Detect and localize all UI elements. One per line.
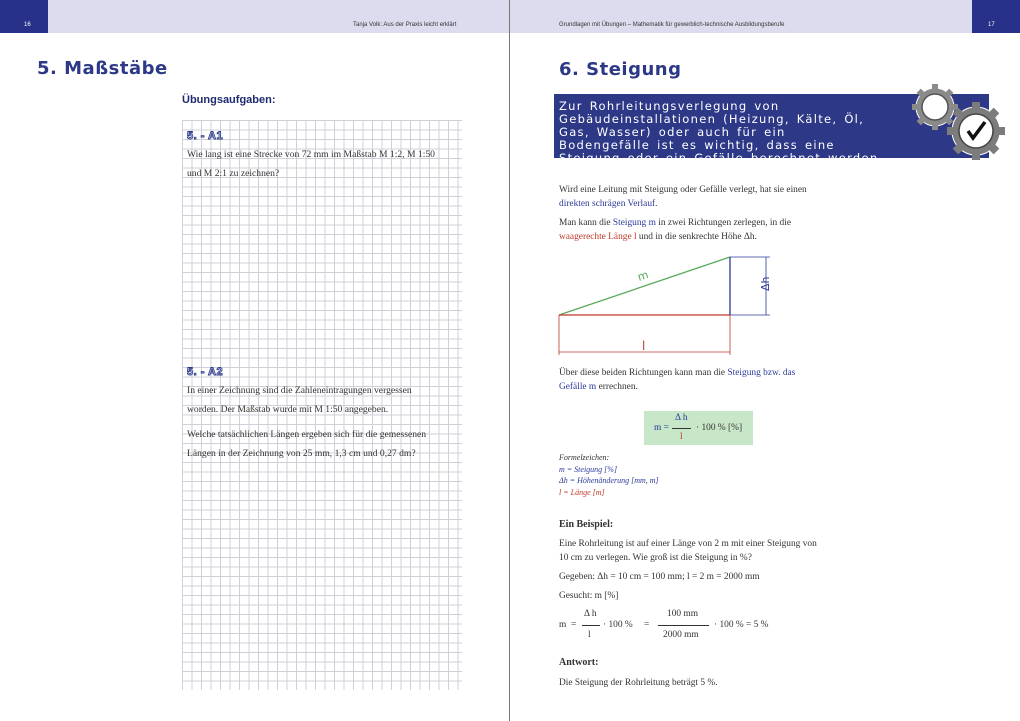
task-2-line: worden. Der Maßstab wurde mit M 1:50 angegeben. — [187, 404, 389, 415]
paragraph-2-text: in zwei Richtungen zerlegen, in die — [655, 218, 791, 228]
example-text — [559, 537, 817, 565]
task-1-line: und M 2:1 zu zeichnen? — [187, 168, 280, 179]
paragraph-2-laenge: waagerechte Länge l — [559, 232, 637, 242]
paragraph-3-line-1 — [559, 366, 795, 380]
gears-checkmark-icon — [910, 84, 1010, 164]
legend-line: l = Länge [m] — [559, 487, 605, 497]
slope-line — [559, 257, 730, 315]
calc-multiply-1: · 100 % — [603, 620, 633, 630]
calc-fraction-bar-1 — [582, 625, 600, 626]
formula-box — [644, 411, 753, 445]
intro-text: Zur Rohrleitungsverlegung von Gebäudeinstallationen (Heizung, Kälte, Öl, Gas, Wasser) oder auch für ein Bodengefälle ist es wichtig, dass eine Steigung oder ein Gefälle berechnet werden kann. — [559, 99, 879, 178]
label-l: l — [642, 339, 646, 353]
right-header-band — [510, 0, 1020, 33]
calc-equals-1: = — [571, 620, 577, 630]
example-line: 10 cm zu verlegen. Wie groß ist die Steigung in %? — [559, 553, 752, 563]
left-chapter-title: 5. Maßstäbe — [37, 58, 168, 79]
paragraph-3-text: Über diese beiden Richtungen kann man die — [559, 368, 728, 378]
paragraph-3 — [559, 366, 795, 394]
task-2-text — [187, 381, 426, 463]
example-line: Eine Rohrleitung ist auf einer Länge von 2 m mit einer Steigung von — [559, 539, 817, 549]
task-1-line: Wie lang ist eine Strecke von 72 mm im Maßstab M 1:2, M 1:50 — [187, 149, 435, 160]
task-2-label: 5. - A2 — [187, 366, 224, 378]
example-given: Gegeben: Δh = 10 cm = 100 mm; l = 2 m = 2000 mm — [559, 572, 760, 582]
example-heading: Ein Beispiel: — [559, 519, 614, 530]
paragraph-3-highlight: Gefälle m — [559, 382, 597, 392]
right-page-number-box — [972, 0, 1020, 33]
calc-numerator-2: 100 mm — [667, 609, 698, 619]
paragraph-3-text: errechnen. — [596, 382, 638, 392]
paragraph-2-line-1 — [559, 216, 791, 230]
left-header-text: Tanja Volk: Aus der Praxis leicht erklärt — [353, 22, 457, 28]
label-m: m — [635, 268, 651, 284]
paragraph-1-highlight: direkten schrägen Verlauf. — [559, 199, 658, 209]
calc-denominator-1: l — [588, 630, 591, 640]
formula-numerator: Δ h — [675, 413, 688, 423]
paragraph-2-line-2 — [559, 230, 791, 244]
answer-text: Die Steigung der Rohrleitung beträgt 5 %. — [559, 678, 718, 688]
task-1-text — [187, 145, 435, 183]
right-page — [510, 0, 1020, 721]
formula-lhs: m = — [654, 423, 669, 433]
right-page-number: 17 — [988, 22, 995, 28]
paragraph-1-line: Wird eine Leitung mit Steigung oder Gefälle verlegt, hat sie einen — [559, 185, 807, 195]
formula-legend — [559, 452, 659, 498]
right-chapter-title: 6. Steigung — [559, 59, 682, 80]
exercises-heading: Übungsaufgaben: — [182, 94, 276, 106]
left-header-band — [0, 0, 509, 33]
right-header-text: Grundlagen mit Übungen – Mathematik für gewerblich-technische Ausbildungsberufe — [559, 22, 785, 28]
legend-line: Δh = Höhenänderung [mm, m] — [559, 476, 659, 485]
slope-diagram — [555, 253, 785, 363]
calc-m: m — [559, 620, 567, 630]
calc-denominator-2: 2000 mm — [663, 630, 699, 640]
task-2-line: Welche tatsächlichen Längen ergeben sich für die gemessenen — [187, 429, 427, 440]
calc-equals-2: = — [644, 620, 650, 630]
answer-heading: Antwort: — [559, 657, 599, 668]
paragraph-2 — [559, 216, 791, 244]
example-wanted: Gesucht: m [%] — [559, 591, 619, 601]
calc-numerator-1: Δ h — [584, 609, 597, 619]
left-page-number-box — [0, 0, 48, 33]
task-1-label: 5. - A1 — [187, 130, 224, 142]
formula-fraction-bar — [672, 428, 691, 429]
calc-fraction-bar-2 — [658, 625, 709, 626]
paragraph-1 — [559, 183, 807, 211]
paragraph-3-line-2 — [559, 380, 795, 394]
paragraph-3-highlight: Steigung bzw. das — [727, 368, 796, 378]
formula-denominator: l — [680, 432, 683, 442]
legend-title: Formelzeichen: — [559, 453, 610, 462]
label-delta-h: Δh — [759, 276, 772, 291]
paragraph-2-text: Man kann die — [559, 218, 613, 228]
paragraph-2-text: und in die senkrechte Höhe Δh. — [636, 232, 757, 242]
calc-multiply-2: · 100 % = 5 % — [714, 620, 769, 630]
legend-line: m = Steigung [%] — [559, 464, 618, 474]
paragraph-2-steigung: Steigung m — [612, 218, 656, 228]
task-2-line: In einer Zeichnung sind die Zahleneintragungen vergessen — [187, 385, 412, 396]
task-2-line: Längen in der Zeichnung von 25 mm, 1,3 cm und 0,27 dm? — [187, 448, 416, 459]
left-page-number: 16 — [24, 22, 31, 28]
formula-rhs: · 100 % [%] — [696, 423, 743, 433]
